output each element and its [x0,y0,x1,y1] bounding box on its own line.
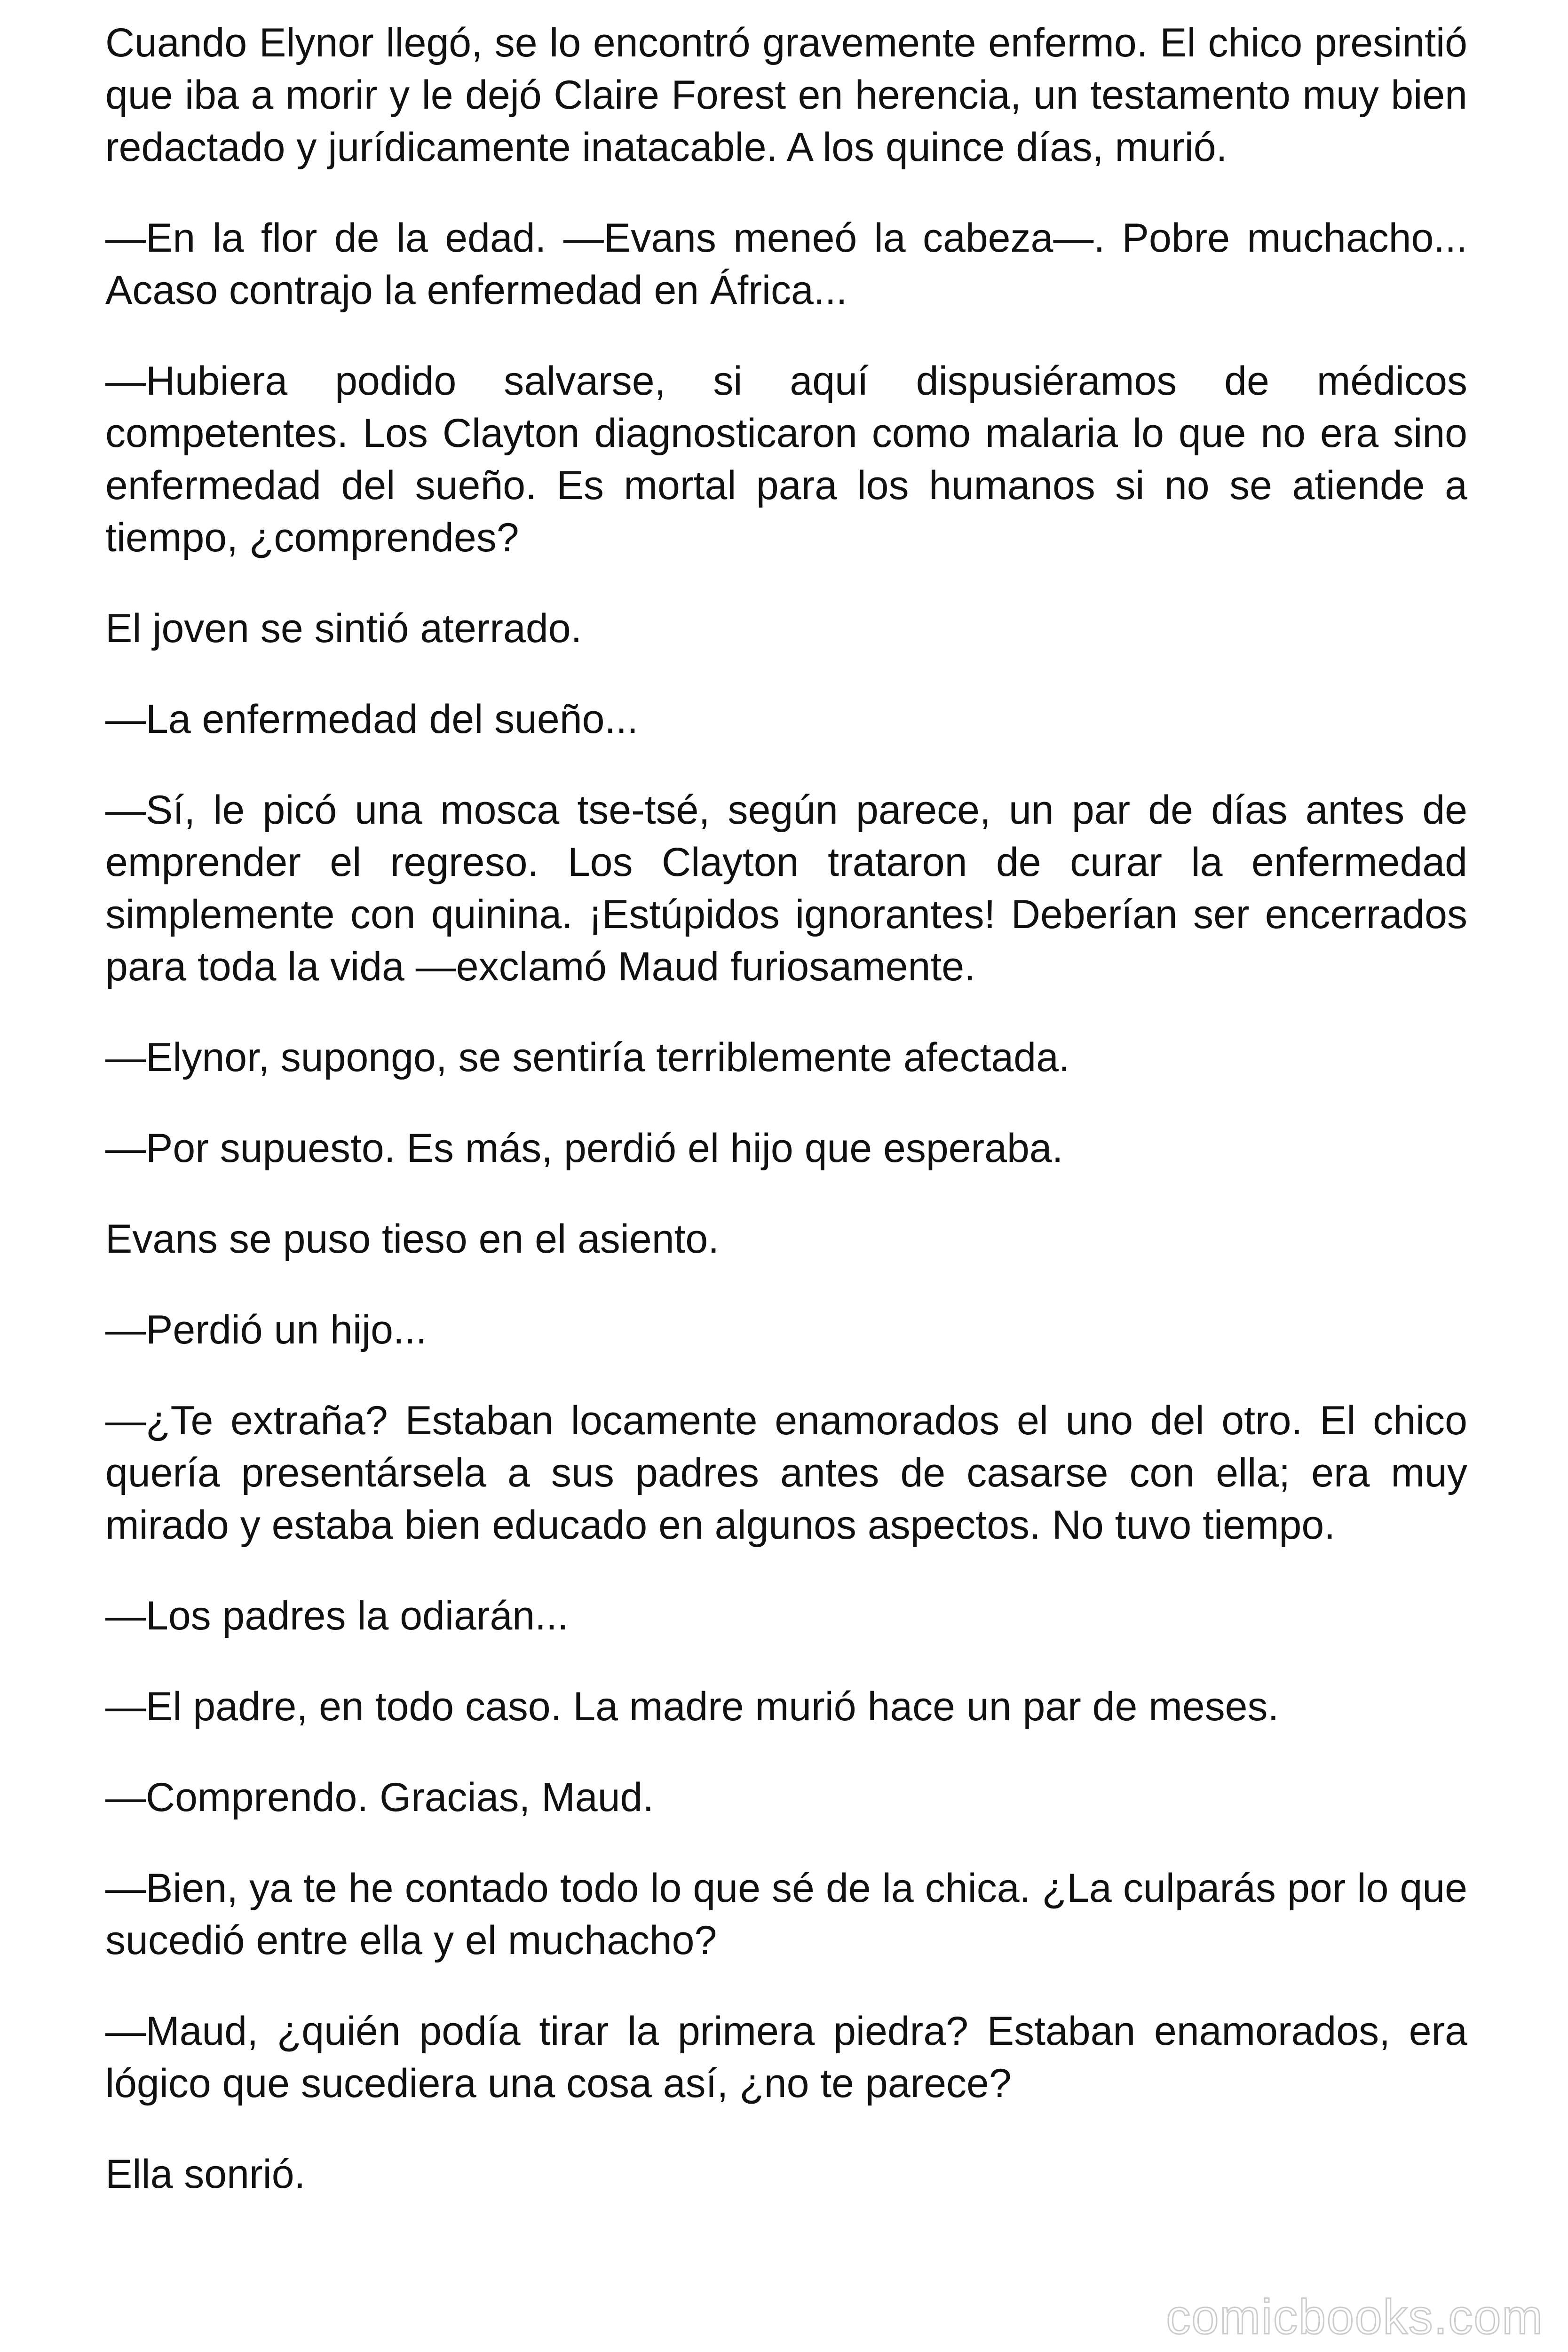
paragraph: —La enfermedad del sueño... [105,697,639,742]
paragraph: —¿Te extraña? Estaban locamente enamorados el uno del otro. El chico quería presentársela a sus padres antes de casarse con ella; era muy mirado y estaba bien educado en algunos aspectos. No tuvo tiempo. [105,1398,1467,1548]
paragraph: —Bien, ya te he contado todo lo que sé de la chica. ¿La culparás por lo que sucedió entre ella y el muchacho? [105,1866,1467,1963]
paragraph: —Maud, ¿quién podía tirar la primera piedra? Estaban enamorados, era lógico que sucediera una cosa así, ¿no te parece? [105,2009,1467,2106]
paragraph: Evans se puso tieso en el asiento. [105,1216,720,1262]
paragraph: —Hubiera podido salvarse, si aquí dispusiéramos de médicos competentes. Los Clayton diagnosticaron como malaria lo que no era sino enfermedad del sueño. Es mortal para los humanos si no se atiende a tiempo, ¿comprendes? [105,358,1467,560]
paragraph: El joven se sintió aterrado. [105,606,582,651]
paragraph: —El padre, en todo caso. La madre murió hace un par de meses. [105,1684,1279,1729]
paragraph: —Comprendo. Gracias, Maud. [105,1775,654,1820]
paragraph: —Por supuesto. Es más, perdió el hijo que esperaba. [105,1126,1063,1171]
paragraph: —Sí, le picó una mosca tse-tsé, según parece, un par de días antes de emprender el regreso. Los Clayton trataron de curar la enfermedad simplemente con quinina. ¡Estúpidos ignorantes! Deberían ser encerrados para toda la vida —exclamó Maud furiosamente. [105,787,1467,989]
paragraph: Ella sonrió. [105,2152,306,2197]
paragraph: —Los padres la odiarán... [105,1593,569,1638]
paragraph: —En la flor de la edad. —Evans meneó la cabeza—. Pobre muchacho... Acaso contrajo la enfermedad en África... [105,215,1467,313]
page-text [105,17,1467,2201]
paragraph: Cuando Elynor llegó, se lo encontró gravemente enfermo. El chico presintió que iba a morir y le dejó Claire Forest en herencia, un testamento muy bien redactado y jurídicamente inatacable. A los quince días, murió. [105,20,1467,170]
paragraph: —Elynor, supongo, se sentiría terriblemente afectada. [105,1035,1070,1080]
paragraph: —Perdió un hijo... [105,1307,427,1352]
watermark: comicbooks.com [1166,2290,1544,2344]
